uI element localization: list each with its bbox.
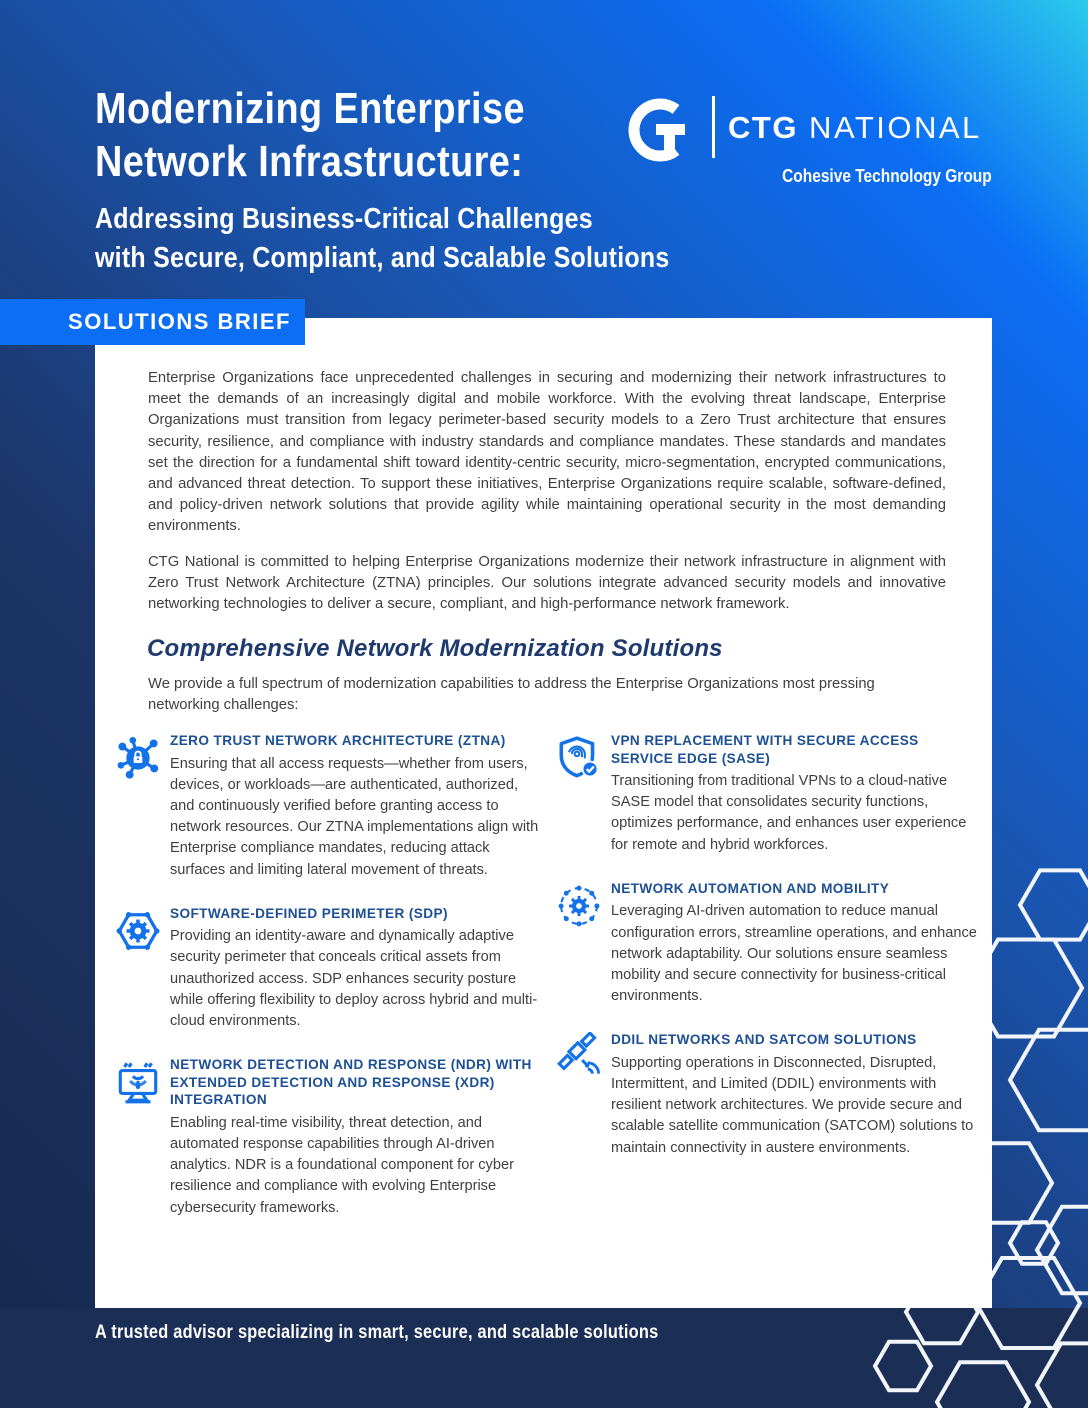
solution-item-ndr [113, 1056, 544, 1219]
monitor-detection-icon [113, 1056, 170, 1219]
brand-name-light: NATIONAL [797, 110, 982, 145]
solution-body: Providing an identity-aware and dynamically adaptive security perimeter that conceals critical assets from unauthorized access. SDP enhances security posture while offering flexibility to deploy across hybrid and multi-cloud environments. [170, 928, 538, 1030]
solutions-column-left [113, 732, 544, 1243]
intro-block [148, 368, 946, 629]
ctg-national-logo [626, 92, 992, 192]
gear-network-icon [554, 880, 611, 1008]
solution-text-automation [611, 880, 985, 1008]
solution-title: SOFTWARE-DEFINED PERIMETER (SDP) [170, 905, 448, 921]
solutions-columns [113, 732, 985, 1243]
page-subtitle-line2: with Secure, Compliant, and Scalable Solutions [95, 242, 670, 274]
solution-item-ddil [554, 1031, 985, 1159]
solution-item-ztna [113, 732, 544, 881]
brand-name-bold: CTG [728, 110, 798, 145]
solution-body: Leveraging AI-driven automation to reduce manual configuration errors, streamline operations, and enhance network adaptability. Our solutions ensure seamless mobility and secure connectivity for business-critical environments. [611, 903, 977, 1005]
solution-title: DDIL NETWORKS AND SATCOM SOLUTIONS [611, 1032, 917, 1048]
ctg-monogram-icon [626, 94, 698, 166]
solution-body: Transitioning from traditional VPNs to a cloud-native SASE model that consolidates security functions, optimizes performance, and enhances user experience for remote and hybrid workforces. [611, 773, 967, 853]
solutions-column-right [554, 732, 985, 1243]
intro-paragraph-2: CTG National is committed to helping Enterprise Organizations modernize their network infrastructure in alignment with Zero Trust Network Architecture (ZTNA) principles. Our solutions integrate advanced security models and innovative networking technologies to deliver a secure, compliant, and high-performance network framework. [148, 553, 946, 613]
solution-text-sase [611, 732, 985, 856]
logo-divider [712, 96, 715, 158]
solution-text-ddil [611, 1031, 985, 1159]
solution-text-ndr [170, 1056, 544, 1219]
solution-text-sdp [170, 905, 544, 1033]
satellite-icon [554, 1031, 611, 1159]
solution-title: NETWORK AUTOMATION AND MOBILITY [611, 880, 890, 896]
shield-fingerprint-icon [554, 732, 611, 856]
solution-body: Enabling real-time visibility, threat detection, and automated response capabilities through AI-driven analytics. NDR is a foundational component for cyber resilience and compliance with evolving Enterprise cybersecurity frameworks. [170, 1114, 514, 1216]
solution-title: ZERO TRUST NETWORK ARCHITECTURE (ZTNA) [170, 733, 506, 748]
section-intro: We provide a full spectrum of modernization capabilities to address the Enterprise Organizations most pressing networking challenges: [148, 676, 875, 714]
page-title-line2: Network Infrastructure: [95, 137, 524, 186]
content-card [95, 318, 992, 1308]
solution-text-ztna [170, 732, 544, 881]
hexagon-gear-icon [113, 905, 170, 1033]
brand-tagline: Cohesive Technology Group [782, 166, 992, 186]
solution-body: Ensuring that all access requests—whether from users, devices, or workloads—are authenticated, authorized, and continuously verified before granting access to network resources. Our ZTNA implementations align with Enterprise compliance mandates, reducing attack surfaces and limiting lateral movement of threats. [170, 755, 539, 878]
footer-tagline: A trusted advisor specializing in smart, secure, and scalable solutions [95, 1322, 659, 1343]
brand-name [728, 110, 982, 146]
solution-item-sase [554, 732, 985, 856]
solutions-brief-banner [0, 299, 305, 345]
page-subtitle-line1: Addressing Business-Critical Challenges [95, 203, 593, 235]
solution-title: VPN REPLACEMENT WITH SECURE ACCESS SERVICE EDGE (SASE) [611, 733, 919, 766]
page-subtitle [95, 200, 670, 278]
solution-item-sdp [113, 905, 544, 1033]
page-title [95, 82, 525, 188]
solution-item-automation [554, 880, 985, 1008]
solution-title: NETWORK DETECTION AND RESPONSE (NDR) WITH EXTENDED DETECTION AND RESPONSE (XDR) INTEGRATION [170, 1057, 532, 1108]
intro-paragraph-1: Enterprise Organizations face unprecedented challenges in securing and modernizing their network infrastructures to meet the demands of an increasingly digital and mobile workforce. With the evolving threat landscape, Enterprise Organizations must transition from legacy perimeter-based security models to a Zero Trust architecture that ensures security, resilience, and compliance with industry standards and compliance mandates. These standards and mandates set the direction for a fundamental shift toward identity-centric security, micro-segmentation, encrypted communications, and advanced threat detection. To support these initiatives, Enterprise Organizations require scalable, software-defined, and policy-driven network solutions that provide agility while maintaining operational security in the most demanding environments. [148, 370, 946, 535]
page-title-line1: Modernizing Enterprise [95, 84, 525, 133]
network-lock-icon [113, 732, 170, 881]
section-heading: Comprehensive Network Modernization Solutions [147, 635, 723, 662]
banner-label: SOLUTIONS BRIEF [68, 309, 291, 334]
solution-body: Supporting operations in Disconnected, Disrupted, Intermittent, and Limited (DDIL) environments with resilient network architectures. We provide secure and scalable satellite communication (SATCOM) solutions to maintain connectivity in austere environments. [611, 1054, 974, 1156]
